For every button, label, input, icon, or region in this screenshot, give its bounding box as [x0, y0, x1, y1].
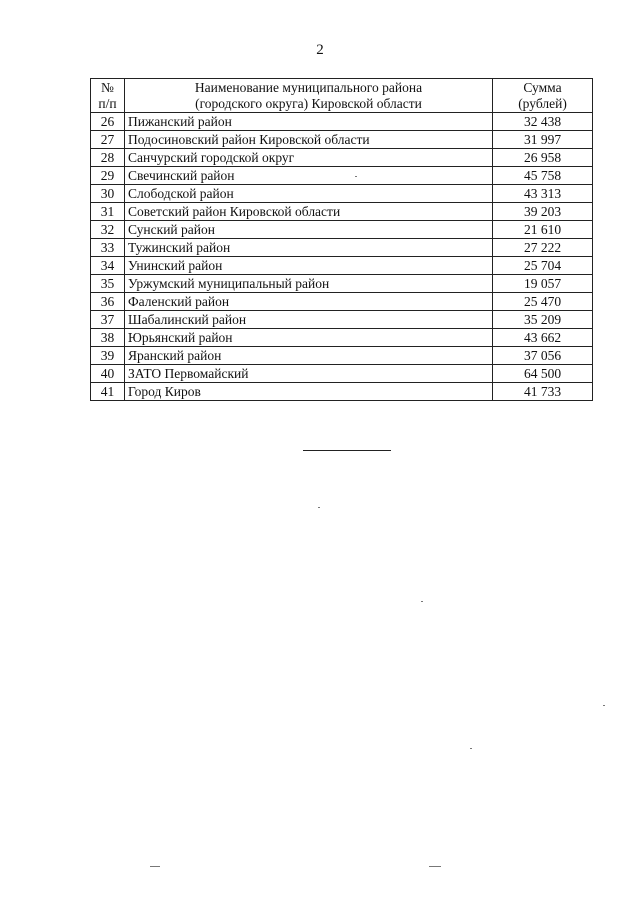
row-number: 28: [91, 149, 125, 167]
amount: 35 209: [493, 311, 593, 329]
district-name: Шабалинский район: [125, 311, 493, 329]
scan-speck: [603, 705, 605, 706]
table-row: [91, 347, 593, 365]
district-name: Яранский район: [125, 347, 493, 365]
district-name: Город Киров: [125, 383, 493, 401]
amount: 25 704: [493, 257, 593, 275]
header-sum-line-1: Сумма: [523, 79, 562, 95]
district-name: Слободской район: [125, 185, 493, 203]
row-number: 33: [91, 239, 125, 257]
district-name: Фаленский район: [125, 293, 493, 311]
row-number: 36: [91, 293, 125, 311]
district-name: Сунский район: [125, 221, 493, 239]
row-number: 27: [91, 131, 125, 149]
row-number: 41: [91, 383, 125, 401]
row-number: 38: [91, 329, 125, 347]
amount: 45 758: [493, 167, 593, 185]
amount: 31 997: [493, 131, 593, 149]
table-row: [91, 293, 593, 311]
row-number: 40: [91, 365, 125, 383]
table-row: [91, 275, 593, 293]
header-num: [91, 79, 125, 113]
table-row: [91, 239, 593, 257]
amount: 37 056: [493, 347, 593, 365]
table-row: [91, 311, 593, 329]
header-sum: [493, 79, 593, 113]
table-row: [91, 167, 593, 185]
amount: 25 470: [493, 293, 593, 311]
header-name-line-2: (городского округа) Кировской области: [195, 95, 422, 111]
header-sum-line-2: (рублей): [518, 95, 567, 111]
district-name: Санчурский городской округ: [125, 149, 493, 167]
amount: 41 733: [493, 383, 593, 401]
district-name: Подосиновский район Кировской области: [125, 131, 493, 149]
table-row: [91, 329, 593, 347]
row-number: 29: [91, 167, 125, 185]
amount: 19 057: [493, 275, 593, 293]
row-number: 35: [91, 275, 125, 293]
district-name: Уржумский муниципальный район: [125, 275, 493, 293]
table-header: [91, 79, 593, 113]
header-num-line-2: п/п: [98, 95, 117, 111]
district-name: ЗАТО Первомайский: [125, 365, 493, 383]
scan-speck: [355, 176, 357, 177]
table-row: [91, 383, 593, 401]
table-body: [91, 113, 593, 401]
row-number: 34: [91, 257, 125, 275]
table-row: [91, 221, 593, 239]
closing-rule: [303, 450, 391, 451]
amount: 27 222: [493, 239, 593, 257]
amount: 39 203: [493, 203, 593, 221]
scan-speck: [318, 507, 320, 508]
row-number: 37: [91, 311, 125, 329]
row-number: 32: [91, 221, 125, 239]
district-name: Юрьянский район: [125, 329, 493, 347]
district-name: Тужинский район: [125, 239, 493, 257]
row-number: 30: [91, 185, 125, 203]
table-row: [91, 203, 593, 221]
amount: 43 313: [493, 185, 593, 203]
table-row: [91, 113, 593, 131]
header-num-line-1: №: [101, 79, 114, 95]
header-row: [91, 79, 593, 113]
district-name: Свечинский район: [125, 167, 493, 185]
table-row: [91, 149, 593, 167]
allocation-table: [90, 78, 593, 401]
district-name: Пижанский район: [125, 113, 493, 131]
amount: 43 662: [493, 329, 593, 347]
header-name: [125, 79, 493, 113]
scan-speck: [429, 866, 441, 867]
district-name: Унинский район: [125, 257, 493, 275]
amount: 64 500: [493, 365, 593, 383]
table-row: [91, 131, 593, 149]
row-number: 31: [91, 203, 125, 221]
scan-speck: [470, 748, 472, 749]
table-row: [91, 185, 593, 203]
page-number: 2: [316, 42, 324, 58]
header-name-line-1: Наименование муниципального района: [194, 79, 423, 95]
amount: 26 958: [493, 149, 593, 167]
amount: 32 438: [493, 113, 593, 131]
row-number: 26: [91, 113, 125, 131]
scan-speck: [421, 601, 423, 602]
table-row: [91, 257, 593, 275]
table-row: [91, 365, 593, 383]
amount: 21 610: [493, 221, 593, 239]
district-name: Советский район Кировской области: [125, 203, 493, 221]
row-number: 39: [91, 347, 125, 365]
scan-speck: [150, 866, 160, 867]
